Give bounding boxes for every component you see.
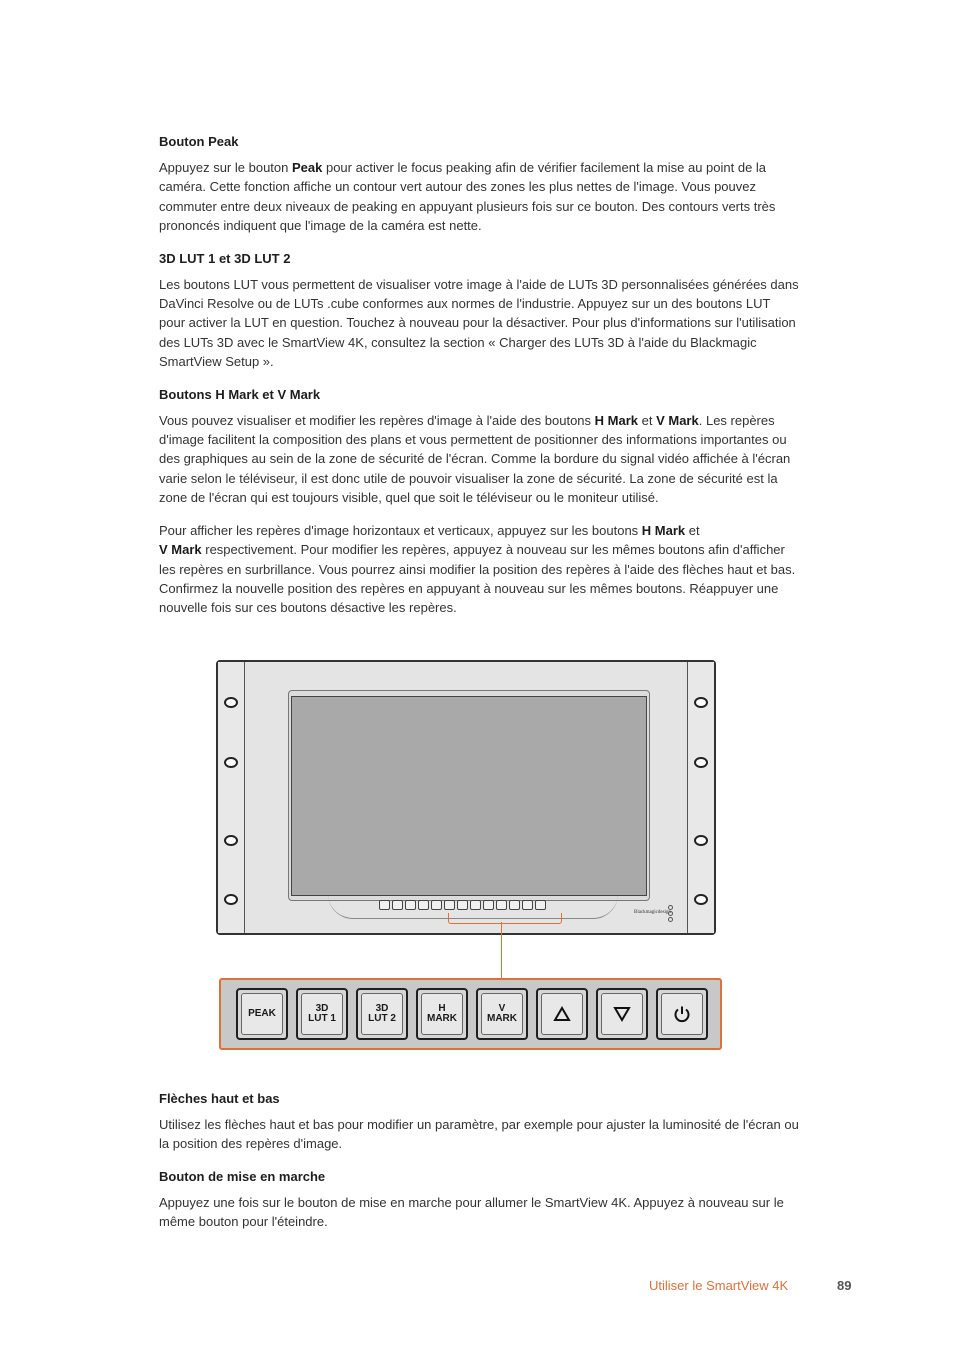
mini-button <box>444 900 455 910</box>
rack-ear-left <box>218 662 245 933</box>
bottom-content <box>159 1089 799 1245</box>
mount-hole <box>694 894 708 905</box>
power-icon <box>673 1005 691 1023</box>
mount-hole <box>694 697 708 708</box>
v-mark-button-label: V MARK <box>481 993 523 1035</box>
paragraph-marks-2 <box>159 521 799 618</box>
paragraph-power: Appuyez une fois sur le bouton de mise en marche pour allumer le SmartView 4K. Appuyez à nouveau sur le même bouton pour l'éteindre. <box>159 1194 784 1230</box>
text-run: respectivement. Pour modifier les repères, appuyez à nouveau sur les mêmes boutons afin d'afficher les repères en surbrillance. Vous pourrez ainsi modifier la position des repères à l'aide des flèches haut et bas. Confirmez la nouvelle position des repères en appuyant à nouveau sur les mêmes boutons. Réappuyer une nouvelle fois sur ces boutons désactive les repères. <box>159 542 796 616</box>
peak-button-label: PEAK <box>241 993 283 1035</box>
bold-run: V Mark <box>656 412 699 428</box>
section-lut <box>159 249 799 372</box>
h-mark-button-label: H MARK <box>421 993 463 1035</box>
callout-bracket <box>448 913 562 924</box>
mount-hole <box>224 894 238 905</box>
down-arrow-icon <box>613 1006 631 1022</box>
heading-arrows: Flèches haut et bas <box>159 1091 280 1106</box>
section-peak <box>159 132 799 236</box>
power-button-face <box>661 993 703 1035</box>
text-run: Vous pouvez visualiser et modifier les repères d'image à l'aide des boutons <box>159 412 595 428</box>
mount-hole <box>694 835 708 846</box>
h-mark-button <box>416 988 468 1040</box>
text-run: . Les repères d'image facilitent la composition des plans et vous permettent de positionner des informations importantes ou des graphiques au sein de la zone de sécurité de l'écran. Comme la bordure du signal vidéo affichée à l'écran varie selon le téléviseur, il est donc utile de pouvoir visualiser la zone de sécurité. La zone de sécurité est la zone de l'écran qui est toujours visible, quel que soit le téléviseur ou le moniteur utilisé. <box>159 412 791 506</box>
mini-button-row <box>379 900 546 910</box>
mini-button <box>483 900 494 910</box>
heading-lut: 3D LUT 1 et 3D LUT 2 <box>159 250 291 266</box>
down-arrow-button <box>596 988 648 1040</box>
smartview-figure <box>216 660 726 1055</box>
mini-button <box>457 900 468 910</box>
button-panel-zoom <box>219 978 722 1050</box>
mini-button <box>470 900 481 910</box>
monitor-illustration <box>216 660 716 935</box>
text-run: Appuyez sur le bouton <box>159 160 292 175</box>
bold-run: V Mark <box>159 542 202 558</box>
bold-run: H Mark <box>641 522 686 538</box>
section-marks <box>159 385 799 618</box>
mini-button <box>535 900 546 910</box>
power-button <box>656 988 708 1040</box>
mini-button <box>522 900 533 910</box>
peak-button <box>236 988 288 1040</box>
lut2-button-label: 3D LUT 2 <box>361 993 403 1035</box>
text-run: et <box>685 522 700 538</box>
mini-button <box>431 900 442 910</box>
monitor-screen <box>291 696 647 896</box>
mini-button <box>418 900 429 910</box>
top-content <box>159 132 799 629</box>
bold-run: H Mark <box>594 412 639 428</box>
mount-hole <box>224 697 238 708</box>
footer-section-title: Utiliser le SmartView 4K <box>649 1278 789 1293</box>
mini-button <box>405 900 416 910</box>
mount-hole <box>694 757 708 768</box>
page-number: 89 <box>837 1278 852 1293</box>
mini-button <box>392 900 403 910</box>
up-arrow-button-face <box>541 993 583 1035</box>
paragraph-marks-1 <box>159 411 799 508</box>
paragraph-arrows: Utilisez les flèches haut et bas pour modifier un paramètre, par exemple pour ajuster la luminosité de l'écran ou la position des repères d'image. <box>159 1117 799 1152</box>
bold-run: Peak <box>291 160 323 175</box>
paragraph-peak <box>159 158 799 236</box>
section-power <box>159 1167 799 1232</box>
mini-button <box>496 900 507 910</box>
heading-marks: Boutons H Mark et V Mark <box>159 386 321 402</box>
lut1-button-label: 3D LUT 1 <box>301 993 343 1035</box>
mini-button <box>379 900 390 910</box>
heading-power: Bouton de mise en marche <box>159 1168 326 1184</box>
paragraph-lut: Les boutons LUT vous permettent de visualiser votre image à l'aide de LUTs 3D personnalisées générées dans DaVinci Resolve ou de LUTs .cube conformes aux normes de l'industrie. Appuyez sur un des boutons LUT pour activer la LUT en question. Touchez à nouveau pour la désactiver. Pour plus d'informations sur l'utilisation des LUTs 3D avec le SmartView 4K, consultez la section « Charger des LUTs 3D à l'aide du Blackmagic SmartView Setup ». <box>159 276 799 370</box>
brand-logo: Blackmagicdesign <box>634 910 671 915</box>
mini-button <box>509 900 520 910</box>
down-arrow-button-face <box>601 993 643 1035</box>
v-mark-button <box>476 988 528 1040</box>
mount-hole <box>224 757 238 768</box>
brand-dots <box>668 905 671 923</box>
text-run: et <box>638 412 657 428</box>
up-arrow-button <box>536 988 588 1040</box>
heading-peak: Bouton Peak <box>159 134 239 149</box>
section-arrows <box>159 1089 799 1154</box>
text-run: Pour afficher les repères d'image horizontaux et verticaux, appuyez sur les boutons <box>159 522 642 538</box>
up-arrow-icon <box>553 1006 571 1022</box>
mount-hole <box>224 835 238 846</box>
text-run: pour activer le focus peaking afin de vérifier facilement la mise au point de la caméra. Cette fonction affiche un contour vert autour des zones les plus nettes de l'image. Vous pouvez commuter entre deux niveaux de peaking en appuyant plusieurs fois sur ce bouton. Des contours verts très prononcés indiquent que l'image de la caméra est nette. <box>159 160 776 234</box>
callout-line <box>501 922 502 980</box>
rack-ear-right <box>687 662 714 933</box>
lut1-button <box>296 988 348 1040</box>
lut2-button <box>356 988 408 1040</box>
